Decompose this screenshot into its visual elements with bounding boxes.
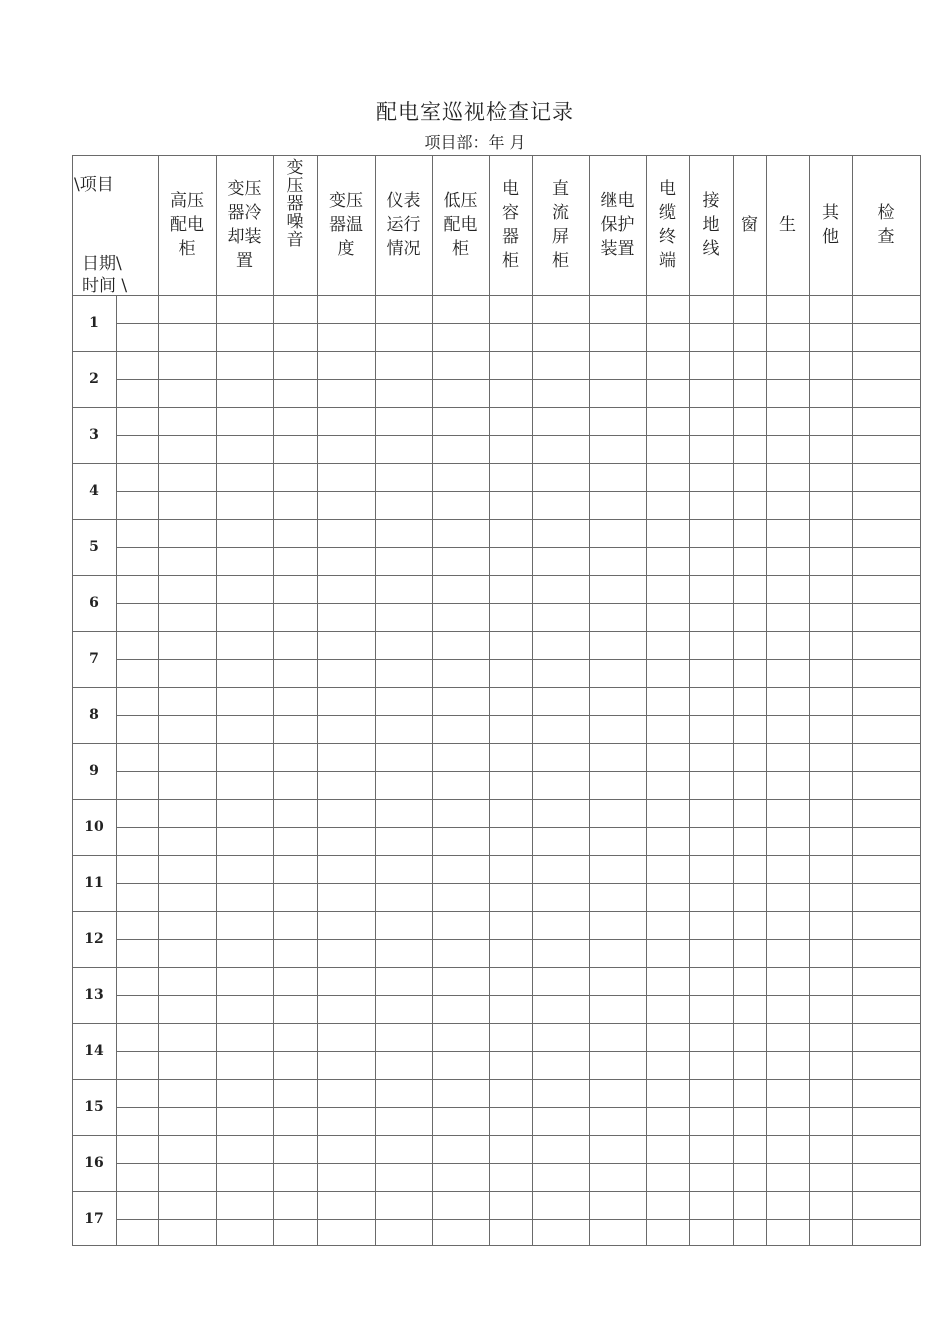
column-header-line: 线 [702, 239, 720, 259]
column-header-line: 其 [822, 203, 839, 223]
row-divider [72, 743, 920, 744]
column-header [689, 155, 733, 295]
row-half-divider [116, 547, 920, 548]
column-header-line: 终 [659, 227, 676, 247]
row-number: 17 [84, 1211, 104, 1227]
column-header-line: 低压 [443, 191, 478, 211]
column-header [375, 155, 432, 295]
row-half-divider [116, 827, 920, 828]
column-divider [589, 155, 590, 1245]
column-header-line: 检 [877, 203, 895, 223]
column-divider [216, 155, 217, 1245]
row-half-divider [116, 939, 920, 940]
row-half-divider [116, 435, 920, 436]
row-number: 11 [84, 875, 104, 891]
header-corner-line: 日期\ [82, 254, 122, 274]
column-header-line: 电 [502, 179, 519, 199]
column-header-line: 流 [552, 203, 569, 223]
row-number: 1 [89, 315, 99, 331]
column-header [432, 155, 489, 295]
column-header-line: 配电 [443, 215, 478, 235]
column-header-line: 运行 [386, 215, 421, 235]
column-divider [432, 155, 433, 1245]
row-half-divider [116, 1107, 920, 1108]
column-header-line: 度 [337, 239, 355, 259]
row-number: 7 [89, 651, 99, 667]
column-header-line: 装置 [600, 239, 635, 259]
row-number: 15 [84, 1099, 104, 1115]
document-title: 配电室巡视检查记录 [376, 100, 574, 124]
column-divider [733, 155, 734, 1245]
row-divider [72, 575, 920, 576]
row-number: 5 [89, 539, 99, 555]
row-half-divider [116, 603, 920, 604]
row-half-divider [116, 659, 920, 660]
row-divider [72, 1079, 920, 1080]
column-header-line: 屏 [552, 227, 569, 247]
column-divider [273, 155, 274, 1245]
column-divider [852, 155, 853, 1245]
row-divider [72, 1191, 920, 1192]
row-half-divider [116, 1219, 920, 1220]
row-number: 2 [89, 371, 99, 387]
row-number: 8 [89, 707, 99, 723]
row-half-divider [116, 491, 920, 492]
column-header [646, 155, 689, 295]
header-corner-line: 时间 \ [82, 276, 128, 296]
row-divider [72, 407, 920, 408]
column-header-line: 情况 [386, 239, 421, 259]
column-header-line: 窗 [741, 215, 758, 235]
column-header [852, 155, 920, 295]
row-number: 10 [84, 819, 104, 835]
column-header-line: 器冷 [227, 203, 262, 223]
header-corner-item: \项目 [74, 175, 114, 195]
column-header-line: 变 [286, 158, 304, 178]
column-header-line: 器 [502, 227, 519, 247]
column-header-line: 配电 [170, 215, 204, 235]
column-divider [689, 155, 690, 1245]
column-divider [158, 155, 159, 1245]
row-divider [72, 351, 920, 352]
row-number: 14 [84, 1043, 104, 1059]
row-divider [72, 1135, 920, 1136]
column-header-line: 置 [236, 251, 253, 271]
column-divider [317, 155, 318, 1245]
column-divider [375, 155, 376, 1245]
row-number: 16 [84, 1155, 104, 1171]
row-half-divider [116, 715, 920, 716]
column-header-line: 他 [822, 227, 839, 247]
row-number: 9 [89, 763, 99, 779]
column-header-line: 器 [286, 194, 304, 214]
row-divider [72, 519, 920, 520]
column-header-line: 噪 [286, 212, 304, 232]
column-header-line: 保护 [600, 215, 635, 235]
column-header-line: 变压 [227, 179, 262, 199]
row-number: 12 [84, 931, 104, 947]
column-header-line: 高压 [170, 191, 204, 211]
row-number: 6 [89, 595, 99, 611]
row-divider [72, 967, 920, 968]
row-divider [72, 631, 920, 632]
column-header [216, 155, 273, 295]
table-border-right [920, 155, 921, 1246]
column-header-line: 端 [659, 251, 676, 271]
column-header [489, 155, 532, 295]
column-header [273, 155, 317, 299]
row-half-divider [116, 323, 920, 324]
column-header [809, 155, 852, 295]
column-header-line: 却装 [227, 227, 262, 247]
row-number: 3 [89, 427, 99, 443]
column-header-line: 柜 [452, 239, 469, 259]
column-header-line: 音 [286, 230, 304, 250]
column-header-line: 器温 [329, 215, 363, 235]
column-header-line: 继电 [600, 191, 635, 211]
row-half-divider [116, 771, 920, 772]
column-divider [766, 155, 767, 1245]
row-divider [72, 911, 920, 912]
column-divider [646, 155, 647, 1245]
row-half-divider [116, 995, 920, 996]
row-divider [72, 687, 920, 688]
column-header [733, 155, 766, 295]
column-header-line: 查 [877, 227, 895, 247]
column-header [589, 155, 646, 295]
column-header-line: 仪表 [386, 191, 421, 211]
row-half-divider [116, 883, 920, 884]
header-corner-date [82, 253, 127, 297]
table-border-bottom [72, 1245, 921, 1246]
column-divider [489, 155, 490, 1245]
column-divider [809, 155, 810, 1245]
row-divider [72, 855, 920, 856]
column-header [158, 155, 216, 295]
column-header-line: 缆 [659, 203, 676, 223]
row-number: 13 [84, 987, 104, 1003]
column-header [766, 155, 809, 295]
column-header [317, 155, 375, 295]
row-divider [72, 1023, 920, 1024]
column-divider [532, 155, 533, 1245]
column-header-line: 生 [779, 215, 796, 235]
document-subtitle: 项目部：年 月 [424, 133, 526, 152]
column-header-line: 接 [702, 191, 720, 211]
column-header-line: 压 [286, 176, 304, 196]
row-divider [72, 799, 920, 800]
time-column-divider [116, 295, 117, 1245]
column-header-line: 柜 [502, 251, 519, 271]
row-half-divider [116, 379, 920, 380]
column-header [532, 155, 589, 295]
row-divider [72, 463, 920, 464]
column-header-line: 直 [552, 179, 569, 199]
row-half-divider [116, 1051, 920, 1052]
header-divider [72, 295, 920, 296]
column-header-line: 柜 [178, 239, 196, 259]
row-half-divider [116, 1163, 920, 1164]
column-header-line: 地 [702, 215, 720, 235]
row-number: 4 [89, 483, 99, 499]
column-header-line: 容 [502, 203, 519, 223]
column-header-line: 变压 [329, 191, 363, 211]
column-header-line: 电 [659, 179, 676, 199]
column-header-line: 柜 [552, 251, 569, 271]
